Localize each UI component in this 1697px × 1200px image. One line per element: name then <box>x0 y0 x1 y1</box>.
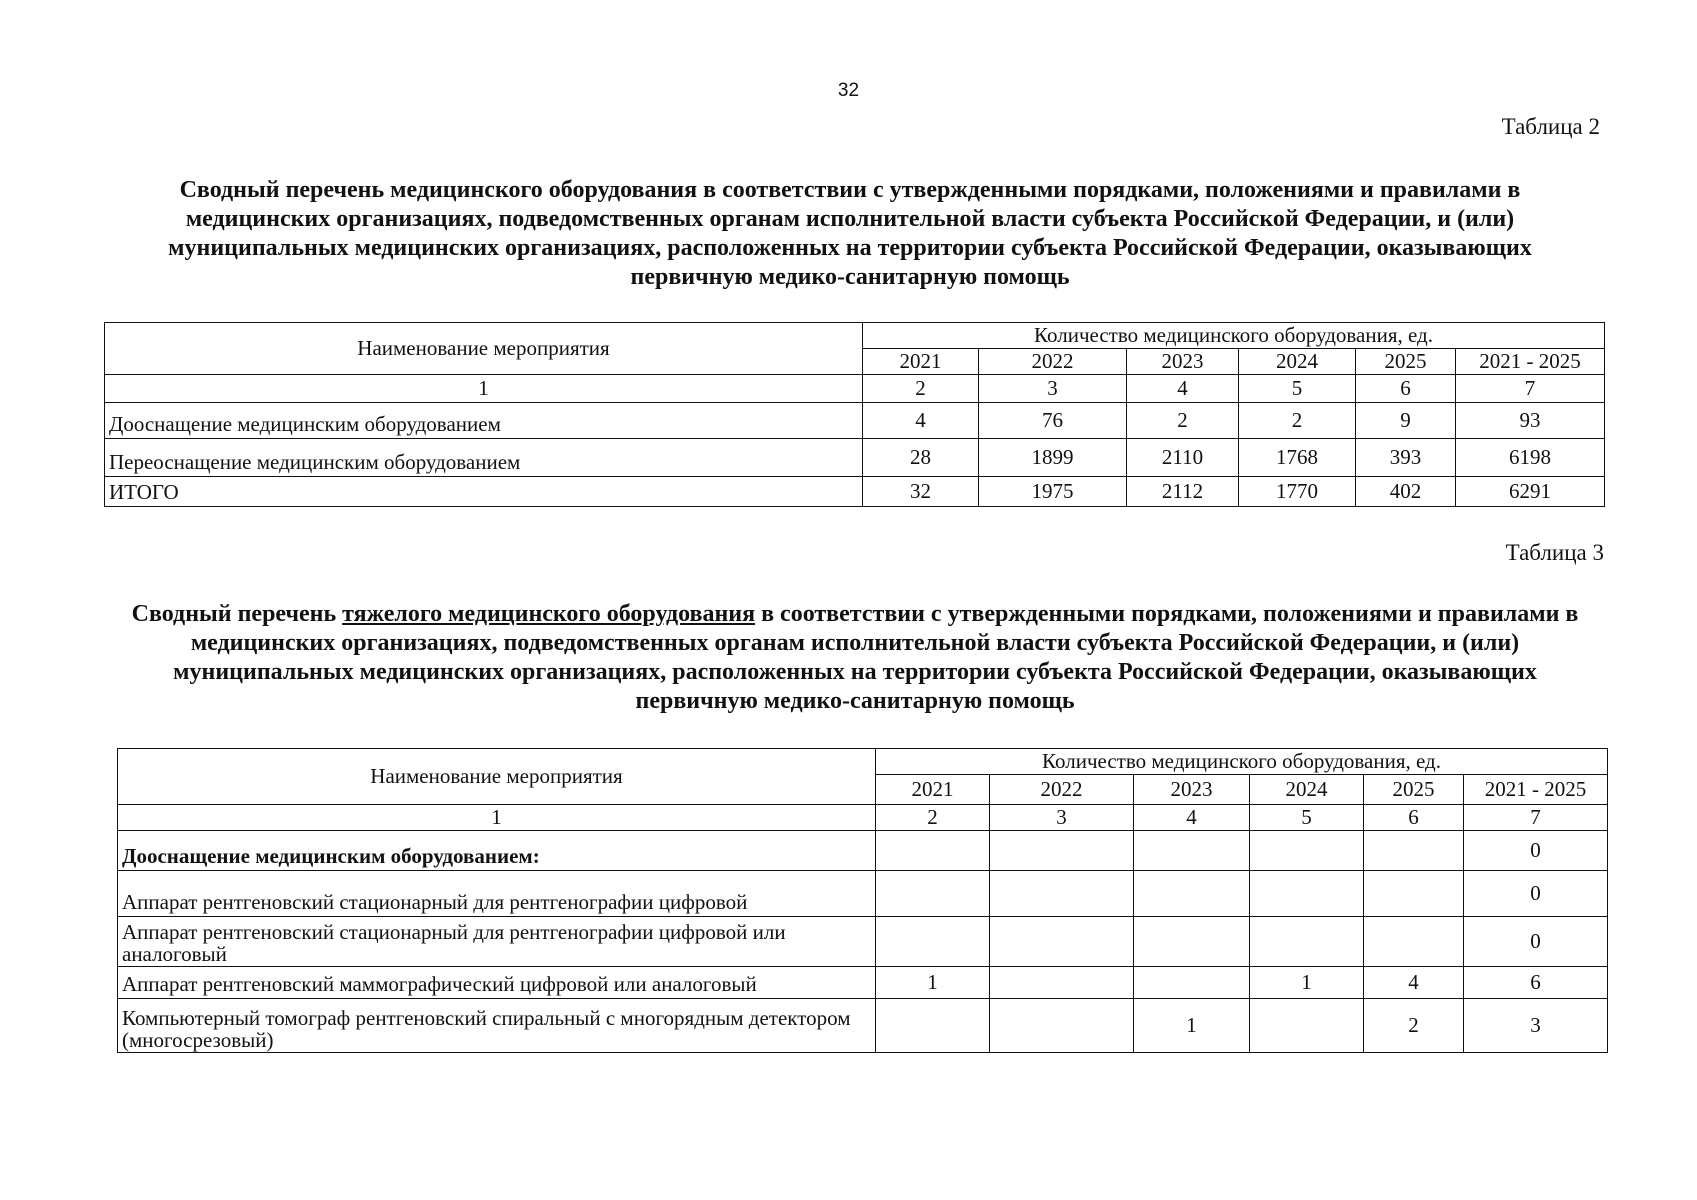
column-number: 3 <box>990 805 1134 831</box>
cell-value: 93 <box>1456 403 1605 439</box>
column-number-row <box>105 375 1605 403</box>
cell-value: 2 <box>1364 999 1464 1053</box>
row-name: ИТОГО <box>105 477 863 507</box>
cell-value <box>1134 831 1250 871</box>
row-name: Аппарат рентгеновский стационарный для рентгенографии цифровой <box>118 871 876 917</box>
cell-value: 2 <box>1239 403 1356 439</box>
cell-value: 1768 <box>1239 439 1356 477</box>
header-year: 2022 <box>990 775 1134 805</box>
cell-value: 402 <box>1356 477 1456 507</box>
table-row <box>118 999 1608 1053</box>
cell-value: 1770 <box>1239 477 1356 507</box>
column-number: 5 <box>1250 805 1364 831</box>
header-group-cell: Количество медицинского оборудования, ед. <box>876 749 1608 775</box>
cell-value <box>1364 917 1464 967</box>
header-year: 2021 - 2025 <box>1456 349 1605 375</box>
cell-value: 0 <box>1464 871 1608 917</box>
cell-value <box>1134 871 1250 917</box>
column-number-row <box>118 805 1608 831</box>
column-number: 7 <box>1464 805 1608 831</box>
table-2-heading: Сводный перечень медицинского оборудования в соответствии с утвержденными порядками, положениями и правилами в медицинских организациях, подведомственных органам исполнительной власти субъекта Российской Федерации, и (или) муниципальных медицинских организациях, расположенных на территории субъекта Российской Федерации, оказывающих первичную медико-санитарную помощь <box>168 177 1532 290</box>
column-number: 6 <box>1356 375 1456 403</box>
header-year: 2023 <box>1127 349 1239 375</box>
row-name: Аппарат рентгеновский маммографический цифровой или аналоговый <box>118 967 876 999</box>
cell-value: 4 <box>863 403 979 439</box>
table-3 <box>117 748 1608 1053</box>
cell-value: 2110 <box>1127 439 1239 477</box>
table-2 <box>104 322 1605 507</box>
cell-value: 2 <box>1127 403 1239 439</box>
cell-value <box>1364 831 1464 871</box>
cell-value: 6 <box>1464 967 1608 999</box>
header-year: 2021 <box>876 775 990 805</box>
header-year: 2022 <box>979 349 1127 375</box>
header-year: 2025 <box>1356 349 1456 375</box>
cell-value: 1 <box>1250 967 1364 999</box>
column-number: 6 <box>1364 805 1464 831</box>
cell-value <box>990 871 1134 917</box>
header-year: 2024 <box>1250 775 1364 805</box>
table-row <box>118 831 1608 871</box>
column-number: 1 <box>105 375 863 403</box>
row-name: Дооснащение медицинским оборудованием <box>105 403 863 439</box>
cell-value <box>876 871 990 917</box>
cell-value: 9 <box>1356 403 1456 439</box>
column-number: 1 <box>118 805 876 831</box>
table-row <box>118 967 1608 999</box>
column-number: 5 <box>1239 375 1356 403</box>
header-year: 2021 - 2025 <box>1464 775 1608 805</box>
table-row <box>105 439 1605 477</box>
heading-text: Сводный перечень <box>131 601 343 627</box>
header-name-cell: Наименование мероприятия <box>118 749 876 805</box>
cell-value <box>1134 967 1250 999</box>
cell-value <box>1250 831 1364 871</box>
cell-value <box>990 967 1134 999</box>
cell-value: 6198 <box>1456 439 1605 477</box>
table-3-heading <box>120 600 1590 716</box>
header-group-cell: Количество медицинского оборудования, ед. <box>863 323 1605 349</box>
table-2-label: Таблица 2 <box>1501 114 1600 139</box>
cell-value: 32 <box>863 477 979 507</box>
cell-value: 76 <box>979 403 1127 439</box>
cell-value: 3 <box>1464 999 1608 1053</box>
cell-value <box>1364 871 1464 917</box>
cell-value: 6291 <box>1456 477 1605 507</box>
row-name: Аппарат рентгеновский стационарный для рентгенографии цифровой или аналоговый <box>118 917 876 967</box>
column-number: 4 <box>1134 805 1250 831</box>
table-row <box>105 477 1605 507</box>
cell-value <box>1250 871 1364 917</box>
cell-value: 28 <box>863 439 979 477</box>
cell-value: 1 <box>1134 999 1250 1053</box>
cell-value <box>990 831 1134 871</box>
cell-value: 0 <box>1464 831 1608 871</box>
cell-value: 1 <box>876 967 990 999</box>
cell-value <box>876 999 990 1053</box>
cell-value: 1899 <box>979 439 1127 477</box>
cell-value <box>876 831 990 871</box>
cell-value <box>990 917 1134 967</box>
cell-value <box>1250 917 1364 967</box>
header-name-cell: Наименование мероприятия <box>105 323 863 375</box>
header-year: 2023 <box>1134 775 1250 805</box>
cell-value: 1975 <box>979 477 1127 507</box>
heading-text: в соответствии с утвержденными порядками, положениями и правилами в медицинских организациях, подведомственных органам исполнительной власти субъекта Российской Федерации, и (или) муниципальных медицинских организациях, расположенных на территории субъекта Российской Федерации, оказывающих первичную медико-санитарную помощь <box>173 601 1579 714</box>
column-number: 2 <box>876 805 990 831</box>
cell-value <box>1134 917 1250 967</box>
page-number: 32 <box>837 80 860 101</box>
cell-value: 2112 <box>1127 477 1239 507</box>
header-year: 2021 <box>863 349 979 375</box>
column-number: 3 <box>979 375 1127 403</box>
table-row <box>118 871 1608 917</box>
column-number: 7 <box>1456 375 1605 403</box>
column-number: 2 <box>863 375 979 403</box>
cell-value: 4 <box>1364 967 1464 999</box>
table-3-label: Таблица 3 <box>1505 540 1604 565</box>
table-row <box>118 917 1608 967</box>
cell-value: 393 <box>1356 439 1456 477</box>
cell-value: 0 <box>1464 917 1608 967</box>
heading-underlined-text: тяжелого медицинского оборудования <box>342 601 756 627</box>
row-name: Переоснащение медицинским оборудованием <box>105 439 863 477</box>
cell-value <box>1250 999 1364 1053</box>
header-year: 2025 <box>1364 775 1464 805</box>
header-year: 2024 <box>1239 349 1356 375</box>
column-number: 4 <box>1127 375 1239 403</box>
cell-value <box>876 917 990 967</box>
cell-value <box>990 999 1134 1053</box>
row-name: Компьютерный томограф рентгеновский спиральный с многорядным детектором (многосрезовый) <box>118 999 876 1053</box>
row-name: Дооснащение медицинским оборудованием: <box>118 831 876 871</box>
table-row <box>105 403 1605 439</box>
